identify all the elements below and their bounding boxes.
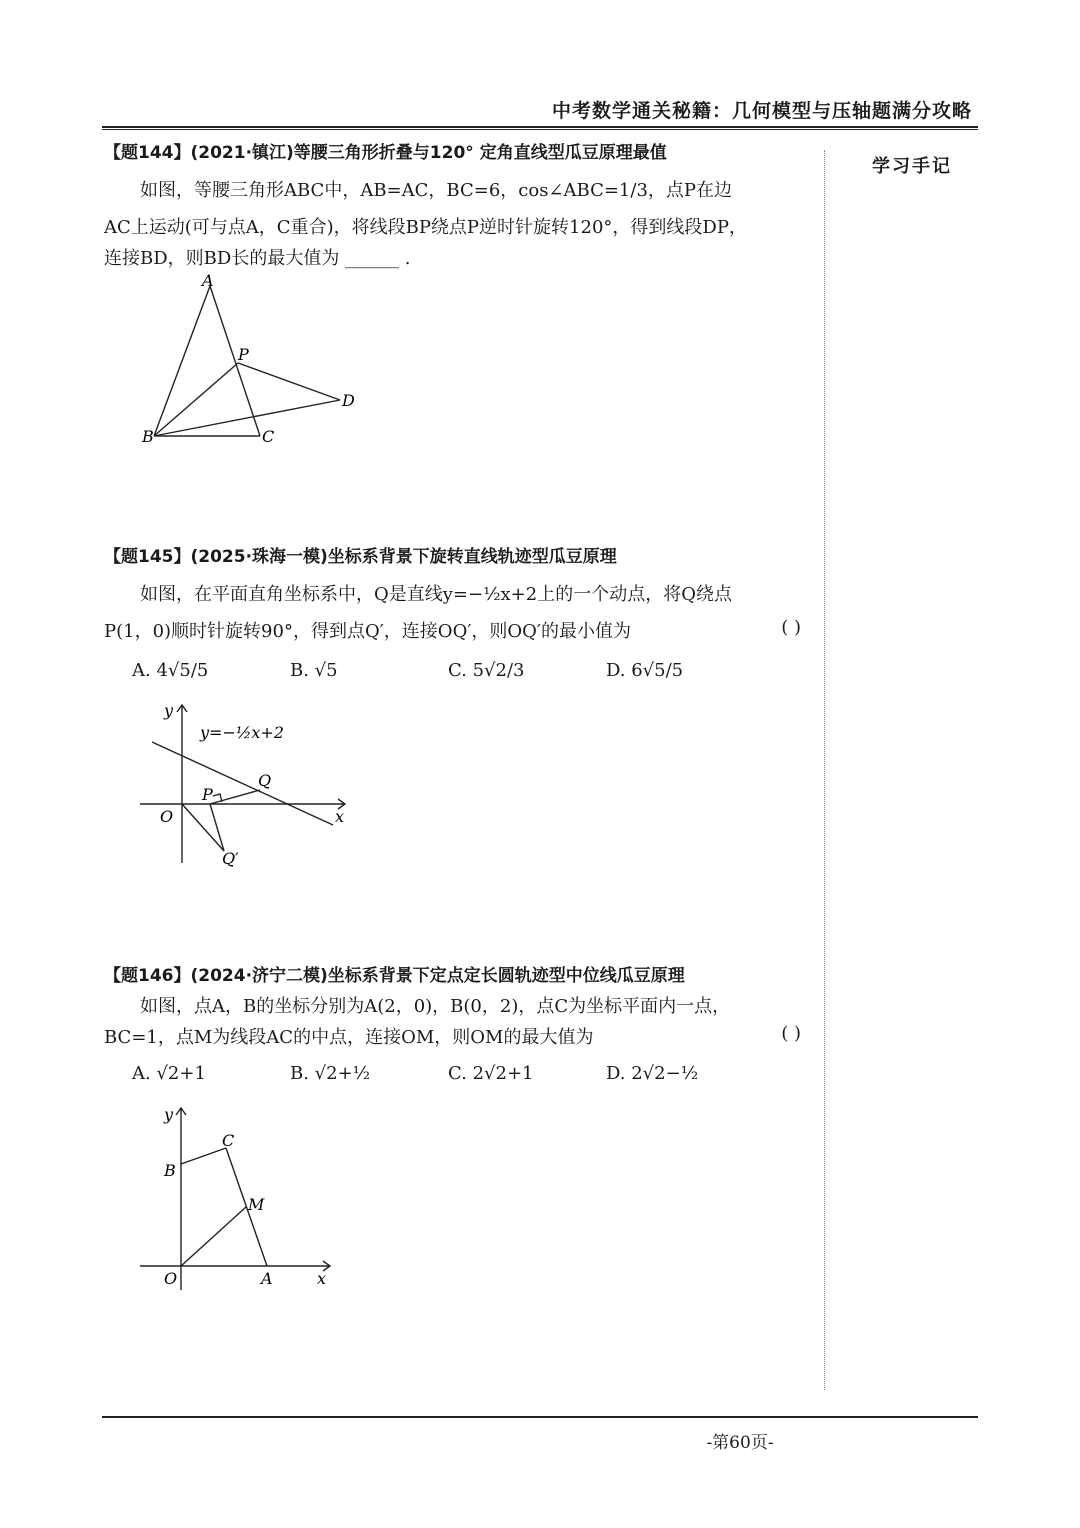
q146-label-O: O [164, 1269, 178, 1288]
q146-answer-paren: ( ) [781, 1023, 801, 1044]
q145-label-Q: Q [258, 771, 272, 790]
q145-label-P: P [202, 785, 213, 804]
q146-option-a: A. √2+1 [132, 1063, 206, 1084]
notes-label: 学习手记 [872, 156, 952, 177]
page-number-wrap [0, 1428, 1080, 1453]
footer-rule [102, 1416, 978, 1418]
q144-line1: 如图，等腰三角形ABC中，AB=AC，BC=6，cos∠ABC=1/3，点P在边 [140, 180, 733, 201]
q144-label-C: C [262, 427, 275, 446]
q145-option-b: B. √5 [290, 660, 338, 681]
q146-label-C: C [222, 1131, 235, 1150]
q146-figure [140, 1100, 350, 1295]
q146-label-A: A [261, 1269, 273, 1288]
q146-option-b: B. √2+½ [290, 1063, 371, 1084]
q145-line-path [152, 742, 333, 825]
q144-seg-BP [154, 363, 238, 436]
q146-options [132, 1063, 812, 1084]
q146-label-x: x [317, 1269, 327, 1288]
q144-title: 【题144】(2021·镇江)等腰三角形折叠与120° 定角直线型瓜豆原理最值 [104, 143, 667, 163]
q144-label-P: P [238, 345, 249, 364]
q145-label-y: y [164, 701, 174, 720]
q144-label-D: D [342, 391, 355, 410]
q145-label-O: O [160, 807, 174, 826]
q144-seg-AB [154, 286, 210, 436]
q145-option-a: A. 4√5/5 [132, 660, 209, 681]
q144-seg-BD [154, 400, 340, 436]
q145-option-d: D. 6√5/5 [606, 660, 684, 681]
q146-option-c: C. 2√2+1 [448, 1063, 534, 1084]
q145-label-Qp: Q′ [222, 849, 239, 868]
q146-label-y: y [164, 1105, 174, 1124]
q146-line2: BC=1，点M为线段AC的中点，连接OM，则OM的最大值为 [104, 1027, 594, 1048]
q145-options [132, 660, 812, 681]
q146-seg-BC [181, 1148, 226, 1164]
page-header-title: 中考数学通关秘籍：几何模型与压轴题满分攻略 [551, 100, 972, 122]
q145-title: 【题145】(2025·珠海一模)坐标系背景下旋转直线轨迹型瓜豆原理 [104, 547, 617, 567]
q146-label-B: B [164, 1161, 176, 1180]
q146-option-d: D. 2√2−½ [606, 1063, 699, 1084]
margin-divider [824, 150, 825, 1390]
header-rule-thin [102, 129, 978, 130]
q146-line1: 如图，点A，B的坐标分别为A(2，0)，B(0，2)，点C为坐标平面内一点， [140, 996, 731, 1017]
q145-answer-paren: ( ) [781, 617, 801, 638]
q145-line1: 如图，在平面直角坐标系中，Q是直线y=−½x+2上的一个动点，将Q绕点 [140, 584, 732, 605]
q145-line2: P(1，0)顺时针旋转90°，得到点Q′，连接OQ′，则OQ′的最小值为 [104, 621, 632, 642]
q145-line-equation: y=−½x+2 [200, 723, 284, 742]
q144-line2: AC上运动(可与点A，C重合)，将线段BP绕点P逆时针旋转120°，得到线段DP， [104, 217, 747, 238]
q146-seg-OM [181, 1207, 246, 1266]
q144-line3: 连接BD，则BD长的最大值为 ______ . [104, 248, 411, 269]
header-rule [102, 126, 978, 128]
q144-label-B: B [142, 427, 154, 446]
q146-label-M: M [248, 1195, 265, 1214]
q145-figure [140, 700, 370, 875]
q146-title: 【题146】(2024·济宁二模)坐标系背景下定点定长圆轨迹型中位线瓜豆原理 [104, 966, 685, 986]
q145-seg-PQ [210, 790, 260, 804]
q144-figure [130, 268, 370, 458]
q145-option-c: C. 5√2/3 [448, 660, 525, 681]
q144-seg-PD [238, 363, 340, 400]
q144-label-A: A [202, 271, 214, 290]
q144-seg-AC [210, 286, 260, 436]
q145-label-x: x [335, 807, 345, 826]
page-number: -第60页- [706, 1433, 774, 1453]
